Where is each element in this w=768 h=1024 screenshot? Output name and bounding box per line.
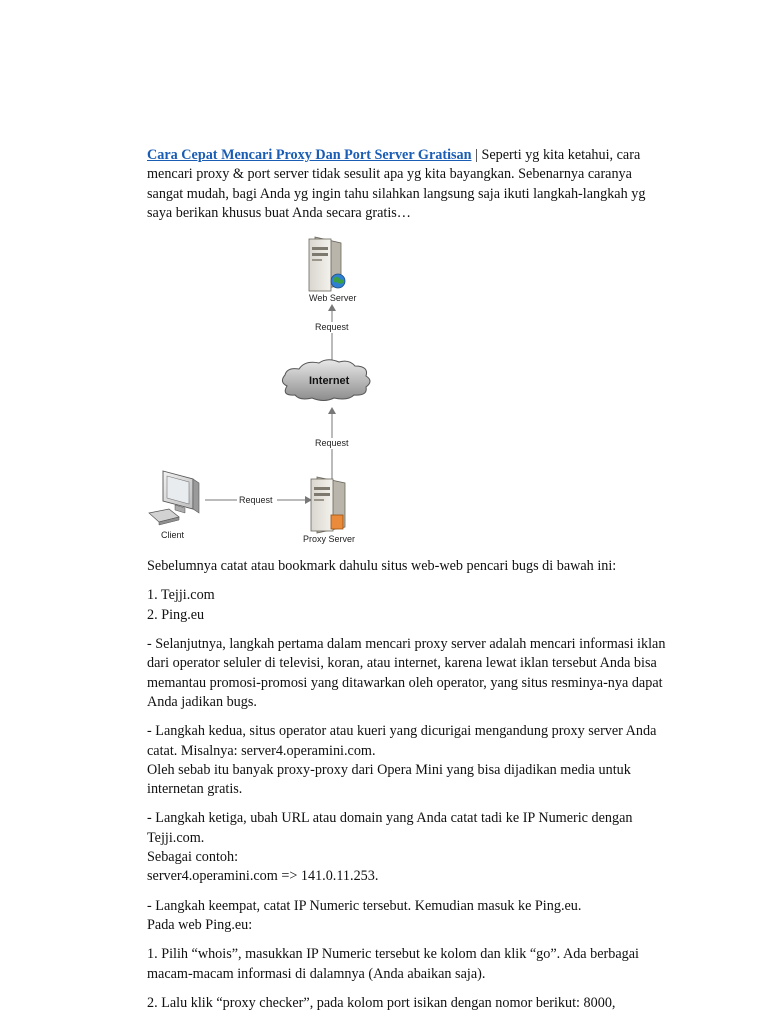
request-mid-label: Request xyxy=(315,438,349,449)
arrow-up-top xyxy=(328,304,336,311)
client-label: Client xyxy=(161,530,185,541)
substep2-paragraph: 2. Lalu klik “proxy checker”, pada kolom port isikan dengan nomor berikut: 8000, xyxy=(147,994,616,1011)
proxy-server-label: Proxy Server xyxy=(303,534,356,545)
step4-paragraph xyxy=(147,897,667,936)
client-computer-icon xyxy=(149,471,199,525)
step2-line-b: Oleh sebab itu banyak proxy-proxy dari Opera Mini yang bisa dijadikan media untuk internetan gratis. xyxy=(147,761,631,798)
bookmark-paragraph: Sebelumnya catat atau bookmark dahulu situs web-web pencari bugs di bawah ini: xyxy=(147,558,617,575)
internet-label: Internet xyxy=(309,375,350,388)
article-body xyxy=(147,146,667,1023)
request-top-label: Request xyxy=(315,322,349,333)
step3-line-c: server4.operamini.com => 141.0.11.253. xyxy=(147,868,379,885)
step3-line-a: - Langkah ketiga, ubah URL atau domain yang Anda catat tadi ke IP Numeric dengan Tejji.com. xyxy=(147,810,633,846)
list-item: 1. Tejji.com xyxy=(147,587,215,604)
proxy-server-icon xyxy=(311,477,345,533)
arrow-up-mid xyxy=(328,407,336,414)
list-item: 2. Ping.eu xyxy=(147,606,205,623)
substep1-paragraph: 1. Pilih “whois”, masukkan IP Numeric tersebut ke kolom dan klik “go”. Ada berbagai macam-macam informasi di dalamnya (Anda abaikan saja). xyxy=(147,946,639,982)
proxy-diagram xyxy=(145,233,405,553)
web-server-icon xyxy=(309,237,345,291)
request-left-label: Request xyxy=(239,495,273,506)
proxy-diagram-svg xyxy=(145,233,405,553)
step3-paragraph xyxy=(147,809,667,886)
site-list xyxy=(147,586,667,625)
web-server-label: Web Server xyxy=(309,293,357,304)
step4-line-a: - Langkah keempat, catat IP Numeric tersebut. Kemudian masuk ke Ping.eu. xyxy=(147,897,582,914)
article-title-link[interactable]: Cara Cepat Mencari Proxy Dan Port Server Gratisan xyxy=(147,147,472,163)
step2-paragraph xyxy=(147,722,667,799)
step1-paragraph: - Selanjutnya, langkah pertama dalam mencari proxy server adalah mencari informasi iklan dari operator seluler di televisi, koran, atau internet, karena lewat iklan tersebut Anda bisa memantau promosi-promosi yang ditawarkan oleh operator, yang situs resminya-nya dapat Anda jadikan bugs. xyxy=(147,636,666,710)
step2-line-a: - Langkah kedua, situs operator atau kueri yang dicurigai mengandung proxy server Anda catat. Misalnya: server4.operamini.com. xyxy=(147,723,657,759)
intro-paragraph xyxy=(147,146,667,223)
step3-line-b: Sebagai contoh: xyxy=(147,849,239,866)
step4-line-b: Pada web Ping.eu: xyxy=(147,916,253,933)
intro-text: | Seperti yg kita ketahui, cara mencari proxy & port server tidak sesulit apa yg kita bayangkan. Sebenarnya caranya sangat mudah, bagi Anda yg ingin tahu silahkan langsung saja ikuti langkah-langkah yg saya berikan khusus buat Anda secara gratis… xyxy=(147,147,646,221)
